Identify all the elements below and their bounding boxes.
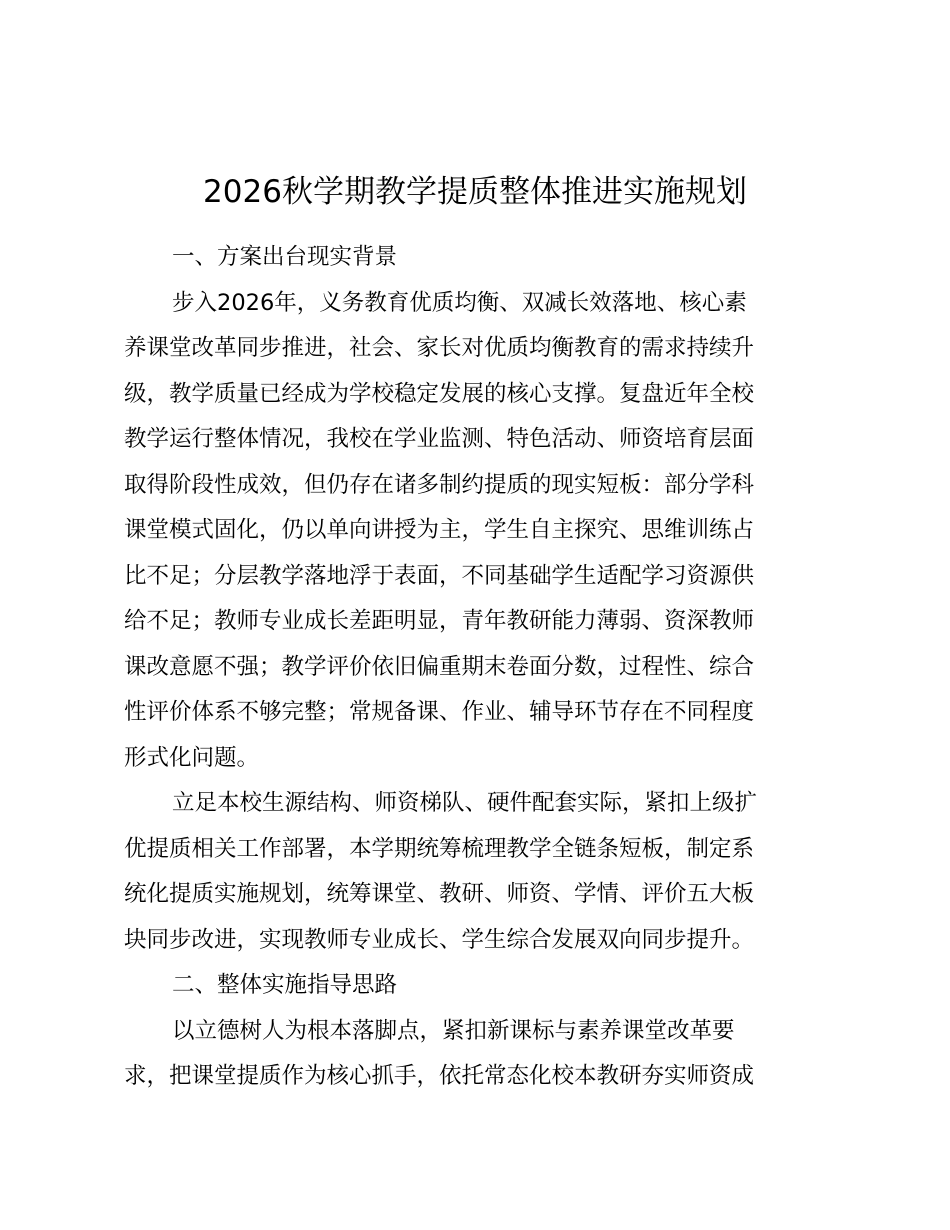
section-heading-2: 二、整体实施指导思路 (172, 972, 398, 998)
paragraph-line: 以立德树人为根本落脚点，紧扣新课标与素养课堂改革要 (172, 1017, 735, 1044)
paragraph-line: 形式化问题。 (124, 744, 260, 771)
paragraph-line: 求，把课堂提质作为核心抓手，依托常态化校本教研夯实师资成 (124, 1063, 755, 1089)
paragraph-line: 取得阶段性成效，但仍存在诸多制约提质的现实短板：部分学科 (124, 471, 755, 498)
paragraph-line: 性评价体系不够完整；常规备课、作业、辅导环节存在不同程度 (124, 699, 755, 725)
document-body (124, 235, 824, 1100)
paragraph-line: 步入2026年，义务教育优质均衡、双减长效落地、核心素 (172, 289, 747, 316)
paragraph-line: 块同步改进，实现教师专业成长、学生综合发展双向同步提升。 (124, 926, 755, 953)
paragraph-line: 教学运行整体情况，我校在学业监测、特色活动、师资培育层面 (124, 426, 755, 452)
paragraph-line: 优提质相关工作部署，本学期统筹梳理教学全链条短板，制定系 (124, 835, 755, 862)
section-heading-1: 一、方案出台现实背景 (172, 244, 398, 270)
paragraph-line: 统化提质实施规划，统筹课堂、教研、师资、学情、评价五大板 (124, 881, 755, 907)
paragraph-line: 立足本校生源结构、师资梯队、硬件配套实际，紧扣上级扩 (172, 790, 758, 816)
document-title: 2026秋学期教学提质整体推进实施规划 (203, 174, 747, 210)
paragraph-line: 课堂模式固化，仍以单向讲授为主，学生自主探究、思维训练占 (124, 517, 755, 543)
paragraph-line: 给不足；教师专业成长差距明显，青年教研能力薄弱、资深教师 (124, 608, 755, 634)
paragraph-line: 比不足；分层教学落地浮于表面，不同基础学生适配学习资源供 (124, 562, 755, 589)
paragraph-line: 级，教学质量已经成为学校稳定发展的核心支撑。复盘近年全校 (124, 380, 755, 407)
paragraph-line: 课改意愿不强；教学评价依旧偏重期末卷面分数，过程性、综合 (124, 653, 755, 680)
paragraph-line: 养课堂改革同步推进，社会、家长对优质均衡教育的需求持续升 (124, 335, 755, 361)
